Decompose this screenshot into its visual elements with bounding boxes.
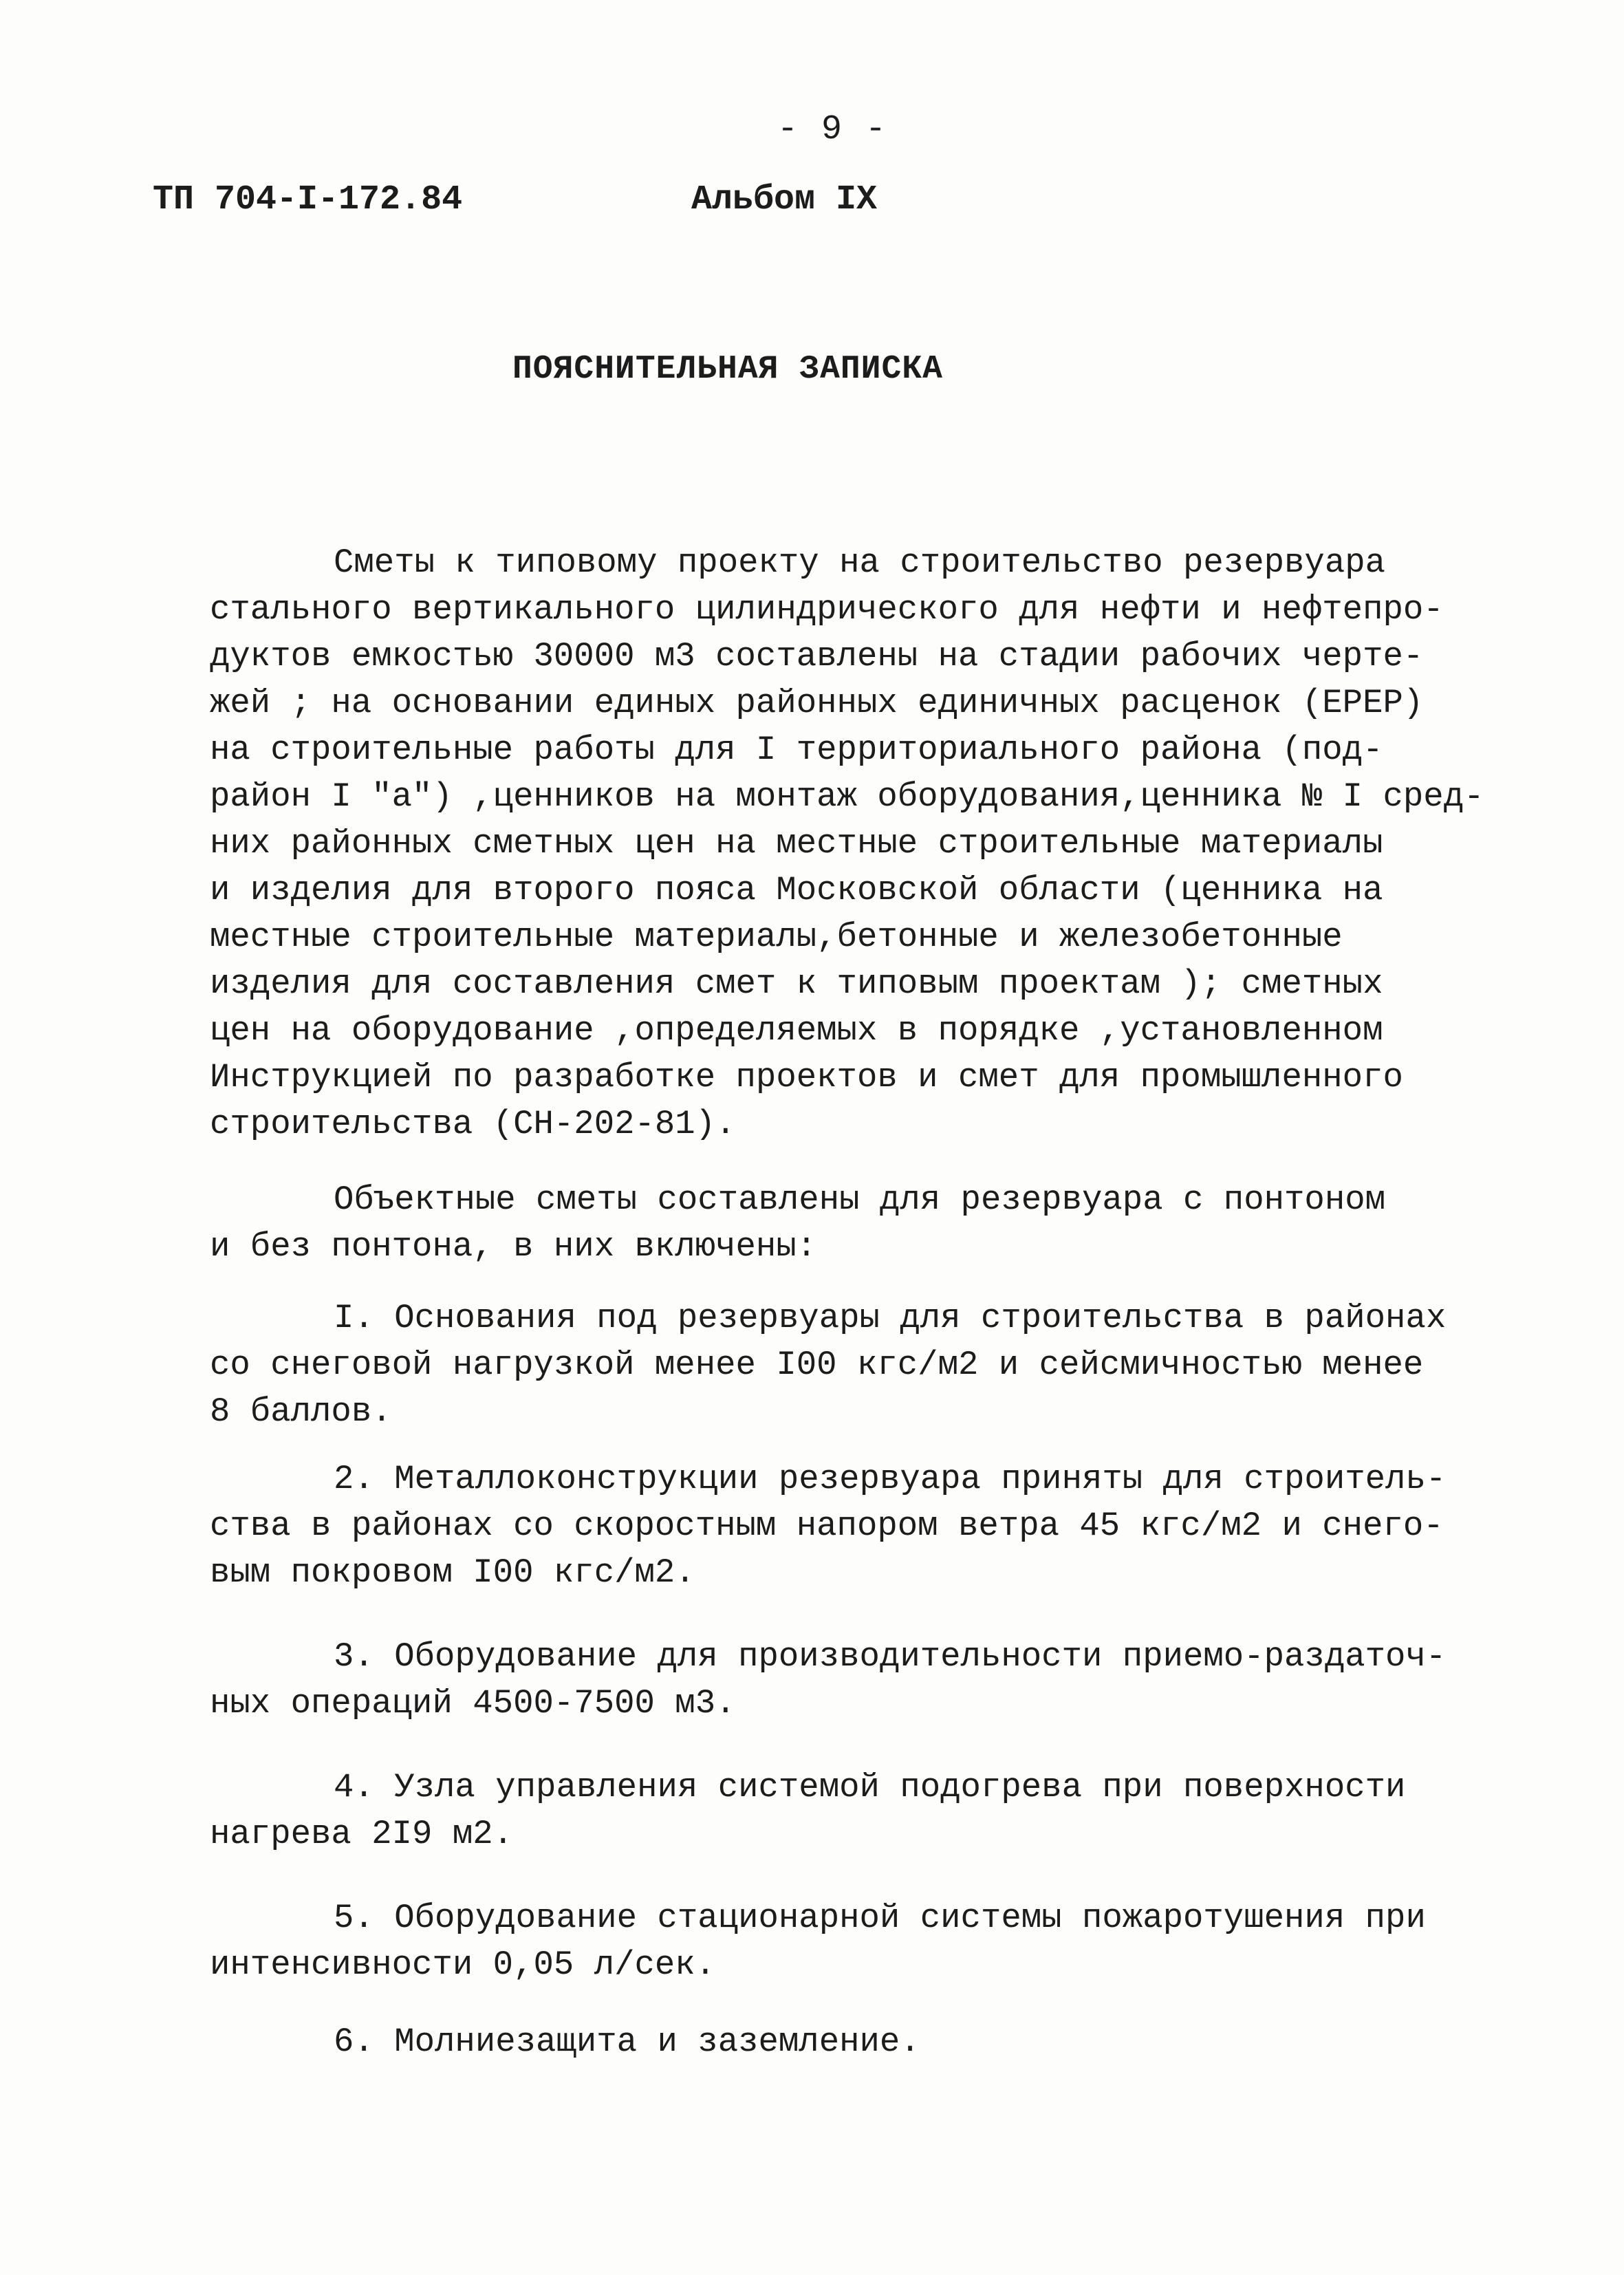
list-item-line: вым покровом I00 кгс/м2.	[210, 1553, 695, 1592]
document-code: ТП 704-I-172.84	[153, 180, 463, 219]
list-item-line: 4. Узла управления системой подогрева при поверхности	[334, 1768, 1406, 1807]
text-line: стального вертикального цилиндрического для нефти и нефтепро-	[210, 590, 1444, 629]
text-line: цен на оборудование ,определяемых в порядке ,установленном	[210, 1011, 1383, 1050]
page-number: - 9 -	[777, 110, 888, 149]
list-item-line: I. Основания под резервуары для строительства в районах	[334, 1299, 1447, 1337]
text-line: дуктов емкостью 30000 м3 составлены на стадии рабочих черте-	[210, 637, 1424, 676]
list-item-line: ства в районах со скоростным напором ветра 45 кгс/м2 и снего-	[210, 1507, 1444, 1545]
list-item-line: интенсивности 0,05 л/сек.	[210, 1945, 716, 1984]
text-line: и изделия для второго пояса Московской области (ценника на	[210, 871, 1383, 909]
list-item-line: со снеговой нагрузкой менее I00 кгс/м2 и сейсмичностью менее	[210, 1346, 1424, 1384]
text-line: на строительные работы для I территориального района (под-	[210, 731, 1383, 769]
text-line: жей ; на основании единых районных единичных расценок (ЕРЕР)	[210, 684, 1424, 722]
text-line: строительства (СН-202-81).	[210, 1105, 736, 1143]
text-line: Сметы к типовому проекту на строительство резервуара	[334, 543, 1386, 582]
text-line: местные строительные материалы,бетонные и железобетонные	[210, 918, 1343, 956]
list-item-line: нагрева 2I9 м2.	[210, 1815, 514, 1853]
album-label: Альбом IX	[691, 180, 878, 219]
text-line: изделия для составления смет к типовым проектам ); сметных	[210, 964, 1383, 1003]
text-line: них районных сметных цен на местные строительные материалы	[210, 824, 1383, 863]
text-line: и без понтона, в них включены:	[210, 1227, 817, 1266]
list-item-line: 8 баллов.	[210, 1392, 392, 1431]
list-item-line: 2. Металлоконструкции резервуара приняты для строитель-	[334, 1460, 1447, 1498]
text-line: Объектные сметы составлены для резервуара с понтоном	[334, 1180, 1386, 1219]
document-title: ПОЯСНИТЕЛЬНАЯ ЗАПИСКА	[512, 351, 943, 388]
list-item-line: 3. Оборудование для производительности приемо-раздаточ-	[334, 1637, 1447, 1676]
text-line: Инструкцией по разработке проектов и смет для промышленного	[210, 1058, 1403, 1097]
list-item-line: 6. Молниезащита и заземление.	[334, 2023, 920, 2061]
list-item-line: ных операций 4500-7500 м3.	[210, 1684, 736, 1723]
text-line: район I "а") ,ценников на монтаж оборудования,ценника № I сред-	[210, 777, 1484, 816]
list-item-line: 5. Оборудование стационарной системы пожаротушения при	[334, 1899, 1426, 1937]
